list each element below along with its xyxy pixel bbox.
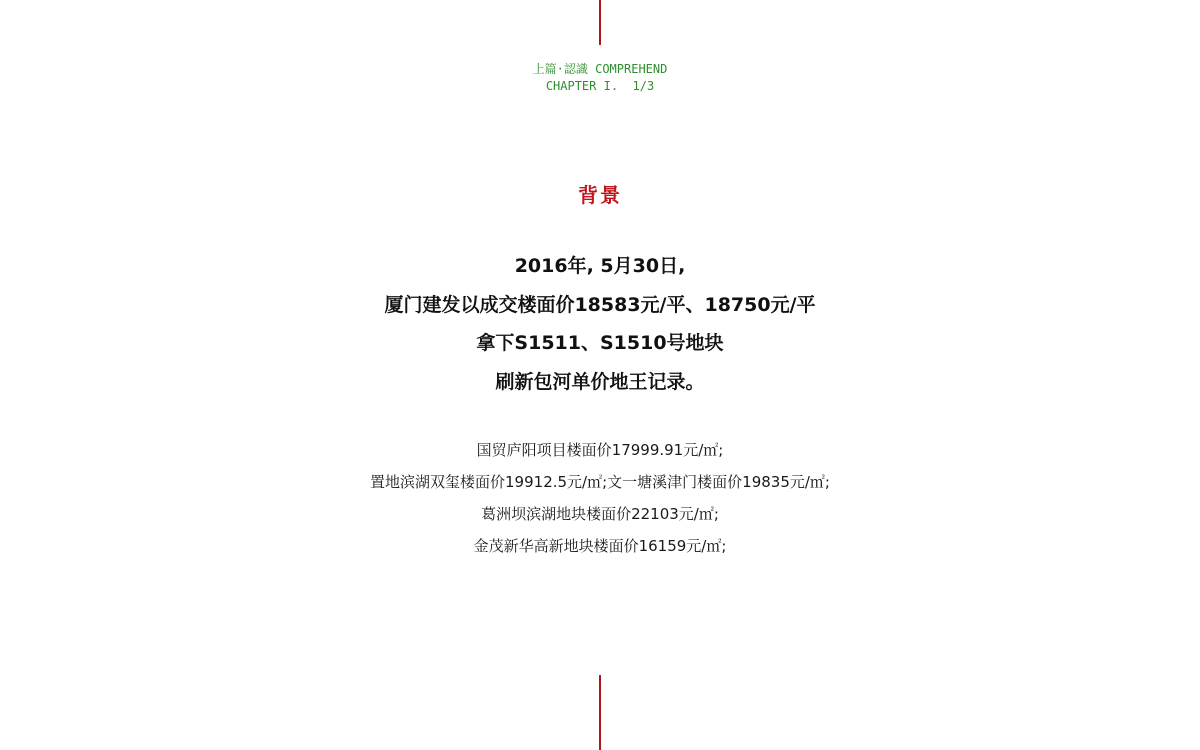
detail-line-zhidi-wenyi: 置地滨湖双玺楼面价19912.5元/㎡;文一塘溪津门楼面价19835元/㎡; [370,473,830,491]
detail-line-gezhouba: 葛洲坝滨湖地块楼面价22103元/㎡; [481,505,719,523]
detail-line-guomao: 国贸庐阳项目楼面价17999.91元/㎡; [476,441,724,459]
headline-line-record: 刷新包河单价地王记录。 [495,370,705,393]
chapter-subtitle: 上篇·認識 COMPREHEND [532,62,668,76]
headline-line-price: 厦门建发以成交楼面价18583元/平、18750元/平 [384,293,816,316]
detail-line-jinmao: 金茂新华高新地块楼面价16159元/㎡; [473,537,727,555]
details-block [0,434,1200,562]
headline-line-plots: 拿下S1511、S1510号地块 [476,332,724,354]
section-title: 背景 [578,183,622,207]
bottom-divider-line [599,675,601,750]
headline-block [0,247,1200,401]
headline-line-date: 2016年, 5月30日, [514,255,686,277]
top-divider-line [599,0,601,45]
chapter-header [0,61,1200,95]
chapter-number: CHAPTER I. 1/3 [545,79,655,93]
